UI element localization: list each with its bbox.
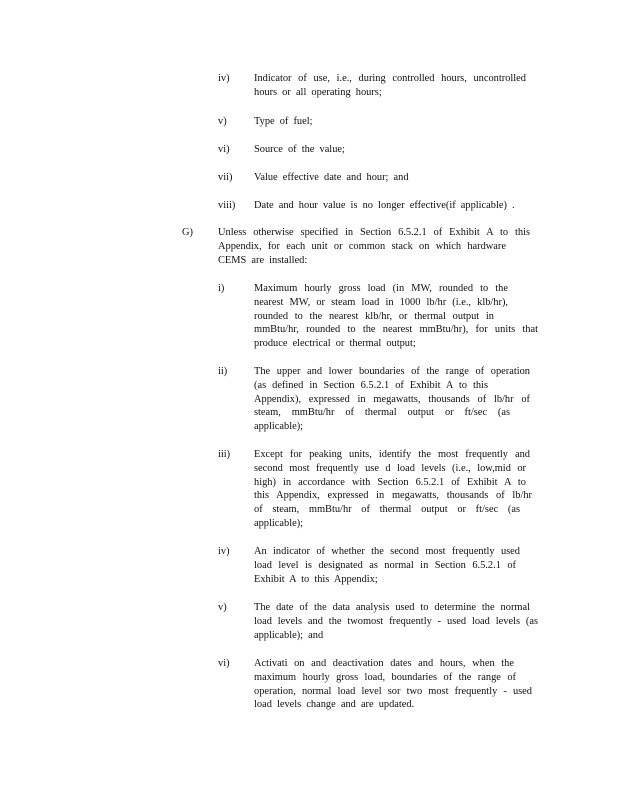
item-text [254, 171, 409, 185]
item-number: iii) [218, 449, 231, 460]
text-line: applicable); [254, 421, 304, 433]
text-line: applicable); [254, 517, 304, 529]
text-line: Date and hour value is no longer effective(if applicable) . [254, 200, 515, 211]
text-line: Exhibit A to this Appendix; [254, 573, 378, 585]
text-line: An indicator of whether the second most frequently used [254, 546, 520, 557]
item-number: v) [218, 116, 227, 127]
text-line: The date of the data analysis used to determine the normal [254, 602, 530, 613]
item-number: i) [218, 283, 225, 294]
text-line: The upper and lower boundaries of the range of operation [254, 366, 530, 377]
text-line: Indicator of use, i.e., during controlled hours, uncontrolled [254, 73, 526, 84]
text-line: load levels change and are updated. [254, 699, 415, 711]
item-text [254, 115, 313, 129]
item-text [254, 72, 526, 100]
item-text [254, 365, 530, 434]
item-text [254, 282, 538, 351]
item-text [254, 143, 345, 157]
item-number: vi) [218, 144, 230, 155]
item-text [254, 657, 532, 712]
item-number: v) [218, 602, 227, 613]
item-number: ii) [218, 366, 228, 377]
text-line: CEMS are installed: [218, 254, 308, 266]
item-text [254, 199, 515, 213]
text-line: Maximum hourly gross load (in MW, rounded to the [254, 283, 508, 294]
text-line: Appendix, for each unit or common stack on which hardware [218, 240, 506, 252]
text-line: operation, normal load level sor two most frequently - used [254, 685, 532, 697]
text-line: mmBtu/hr, rounded to the nearest mmBtu/hr), for units that [254, 324, 538, 336]
text-line: Appendix), expressed in megawatts, thousands of lb/hr of [254, 393, 530, 405]
item-number: vi) [218, 658, 230, 669]
text-line: load levels and the twomost frequently - used load levels (as [254, 615, 538, 627]
text-line: maximum hourly gross load, boundaries of the range of [254, 671, 516, 683]
text-line: applicable); and [254, 629, 324, 641]
item-text [254, 545, 520, 586]
item-number: viii) [218, 200, 236, 211]
text-line: Activati on and deactivation dates and hours, when the [254, 658, 514, 669]
item-text [254, 448, 530, 531]
item-number: iv) [218, 73, 230, 84]
item-number: iv) [218, 546, 230, 557]
text-line: Unless otherwise specified in Section 6.5.2.1 of Exhibit A to this [218, 227, 530, 238]
text-line: steam, mmBtu/hr of thermal output or ft/sec (as [254, 407, 510, 419]
text-line: high) in accordance with Section 6.5.2.1 of Exhibit A to [254, 476, 526, 488]
text-line: hours or all operating hours; [254, 86, 382, 98]
text-line: nearest MW, or steam load in 1000 lb/hr (i.e., klb/hr), [254, 296, 508, 308]
text-line: load level is designated as normal in Section 6.5.2.1 of [254, 559, 516, 571]
text-line: Source of the value; [254, 144, 345, 155]
text-line: of steam, mmBtu/hr of thermal output or ft/sec (as [254, 504, 520, 516]
item-number: vii) [218, 172, 233, 183]
text-line: this Appendix, expressed in megawatts, thousands of lb/hr [254, 490, 532, 502]
section-number: G) [182, 227, 193, 238]
section-text [218, 226, 530, 267]
text-line: (as defined in Section 6.5.2.1 of Exhibit A to this [254, 379, 488, 391]
text-line: Value effective date and hour; and [254, 172, 409, 183]
text-line: Type of fuel; [254, 116, 313, 127]
text-line: Except for peaking units, identify the most frequently and [254, 449, 530, 460]
item-text [254, 601, 538, 642]
text-line: produce electrical or thermal output; [254, 338, 416, 350]
text-line: rounded to the nearest klb/hr, or thermal output in [254, 310, 494, 322]
text-line: second most frequently use d load levels (i.e., low,mid or [254, 462, 526, 474]
